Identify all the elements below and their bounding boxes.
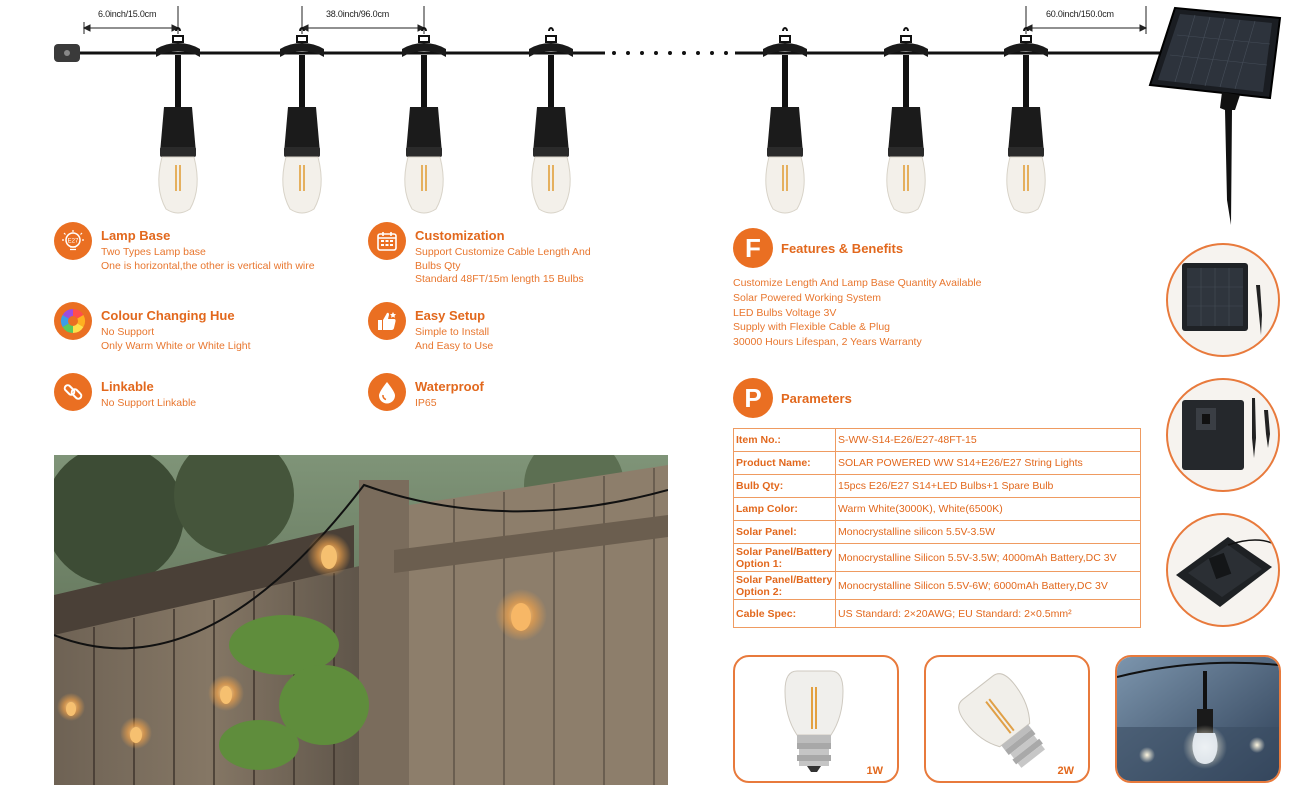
section-badge-f: F [733,228,773,268]
feature-line: Simple to Install [415,326,490,338]
section-title: Parameters [781,390,852,406]
solar-panel-front-photo [1166,243,1280,357]
feature-line: IP65 [415,397,437,409]
feature-title: Waterproof [415,379,484,394]
feature-line: Only Warm White or White Light [101,339,251,352]
table-row [734,521,1141,544]
benefit-line: Solar Powered Working System [733,291,882,304]
section-badge-p: P [733,378,773,418]
feature-customization [368,228,591,287]
param-value: 15pcs E26/E27 S14+LED Bulbs+1 Spare Bulb [836,475,1141,498]
customize-calendar-icon [368,222,406,260]
param-key: Bulb Qty: [734,475,836,498]
feature-colour-changing [54,308,251,353]
param-value: Monocrystalline Silicon 5.5V-6W; 6000mAh Battery,DC 3V [836,572,1141,600]
param-value: S-WW-S14-E26/E27-48FT-15 [836,429,1141,452]
benefit-line: LED Bulbs Voltage 3V [733,306,837,319]
table-row [734,452,1141,475]
solar-panel-illustration [1150,8,1280,225]
benefit-line: Supply with Flexible Cable & Plug [733,321,890,334]
dimension-label-2: 38.0inch/96.0cm [326,9,390,19]
bulb-base-icon [54,222,92,260]
bulb-wattage-label: 1W [866,765,883,777]
feature-title: Linkable [101,379,154,394]
feature-line: No Support Linkable [101,397,197,409]
cable-gap-dots [612,51,728,55]
feature-title: Customization [415,228,505,243]
bulb-card-2w [924,655,1090,783]
param-key: Solar Panel/Battery Option 1: [734,544,836,572]
bulb-row [156,28,1048,213]
feature-line: One is horizontal,the other is vertical with wire [101,259,315,272]
bulb-wattage-label: 2W [1057,765,1074,777]
feature-title: Colour Changing Hue [101,308,235,323]
solar-panel-angle-photo [1166,513,1280,627]
table-row [734,429,1141,452]
feature-line: No Support [101,326,155,338]
bulb-card-1w [733,655,899,783]
feature-title: Lamp Base [101,228,171,243]
bulb-night-photo [1115,655,1281,783]
benefit-line: 30000 Hours Lifespan, 2 Years Warranty [733,336,922,349]
feature-line: Standard 48FT/15m length 15 Bulbs [415,273,584,285]
fence-lights-photo [54,455,668,785]
feature-linkable [54,379,196,411]
table-row [734,600,1141,628]
color-wheel-icon [54,302,92,340]
param-value: Monocrystalline silicon 5.5V-3.5W [836,521,1141,544]
param-key: Solar Panel: [734,521,836,544]
feature-lamp-base [54,228,315,273]
param-value: Warm White(3000K), White(6500K) [836,498,1141,521]
feature-line: Support Customize Cable Length And [415,246,591,258]
water-drop-icon [368,373,406,411]
param-key: Item No.: [734,429,836,452]
param-key: Solar Panel/Battery Option 2: [734,572,836,600]
param-key: Cable Spec: [734,600,836,628]
feature-line: Two Types Lamp base [101,246,206,258]
param-value: SOLAR POWERED WW S14+E26/E27 String Lights [836,452,1141,475]
table-row [734,572,1141,600]
param-key: Product Name: [734,452,836,475]
dimension-label-3: 60.0inch/150.0cm [1046,9,1114,19]
dimension-lines [84,6,1146,34]
param-value: Monocrystalline Silicon 5.5V-3.5W; 4000mAh Battery,DC 3V [836,544,1141,572]
feature-waterproof [368,379,484,411]
table-row [734,498,1141,521]
string-light-diagram [0,0,1294,230]
thumbs-up-icon [368,302,406,340]
table-row [734,475,1141,498]
param-value: US Standard: 2×20AWG; EU Standard: 2×0.5mm² [836,600,1141,628]
feature-line: Bulbs Qty [415,259,461,272]
feature-easy-setup [368,308,493,353]
section-title: Features & Benefits [781,240,904,256]
solar-panel-back-photo [1166,378,1280,492]
param-key: Lamp Color: [734,498,836,521]
table-row [734,544,1141,572]
features-benefits-header [733,228,903,268]
parameters-header [733,378,852,418]
svg-text:E27: E27 [67,238,79,245]
benefits-list [733,276,981,350]
link-icon [54,373,92,411]
feature-title: Easy Setup [415,308,486,323]
feature-line: And Easy to Use [415,339,494,352]
parameters-table [733,428,1141,628]
benefit-line: Customize Length And Lamp Base Quantity Available [733,277,982,289]
dimension-label-1: 6.0inch/15.0cm [98,9,157,19]
